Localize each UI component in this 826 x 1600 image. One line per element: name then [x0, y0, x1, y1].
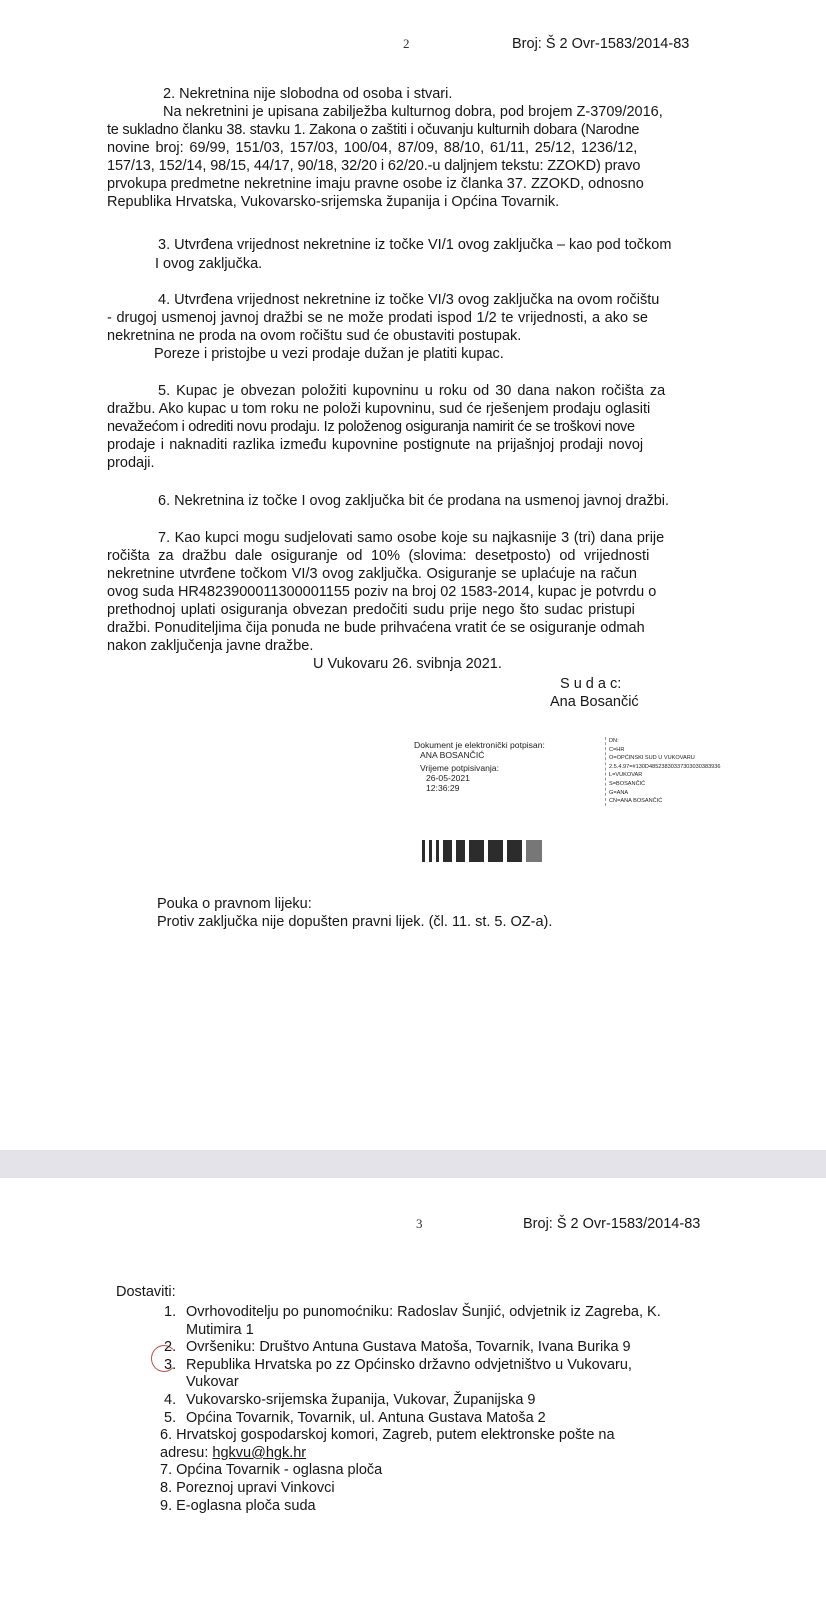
barcode-bar	[507, 840, 522, 862]
page-number: 2	[403, 36, 410, 51]
barcode-bar	[436, 840, 439, 862]
deliver-to-title: Dostaviti:	[116, 1284, 176, 1300]
barcode-bar	[422, 840, 425, 862]
barcode-bar	[456, 840, 465, 862]
item-number: 9.	[160, 1497, 173, 1514]
recipient-text: Hrvatskoj gospodarskoj komori, Zagreb, putem elektronske pošte na	[176, 1427, 615, 1444]
barcode-bar	[469, 840, 484, 862]
signature-details	[404, 740, 602, 793]
text-line: nekretnine utvrđene točkom VI/3 ovog zaključka. Osiguranje se uplaćuje na račun	[107, 566, 637, 582]
text-line: 4. Utvrđena vrijednost nekretnine iz točke VI/3 ovog zaključka na ovom ročištu	[158, 292, 660, 308]
recipient-item	[164, 1339, 724, 1357]
recipient-item	[164, 1304, 724, 1339]
electronic-signature	[404, 738, 721, 880]
item-number: 8.	[160, 1479, 173, 1496]
place-date: U Vukovaru 26. svibnja 2021.	[313, 656, 502, 672]
text-line: 157/13, 152/14, 98/15, 44/17, 90/18, 32/20 i 62/20.-u daljnjem tekstu: ZZOKD) pravo	[107, 158, 641, 174]
barcode-bar	[488, 840, 503, 862]
text-line: I ovog zaključka.	[155, 256, 263, 272]
text-line: prethodnoj uplati osiguranja obvezan predočiti sudu prije nego što sudac pristupi	[107, 602, 635, 618]
recipient-item	[160, 1462, 724, 1480]
text-line: prvokupa predmetne nekretnine imaju pravne osobe iz članka 37. ZZOKD, odnosno	[107, 176, 644, 192]
recipient-text: Ovršeniku: Društvo Antuna Gustava Matoša, Tovarnik, Ivana Burika 9	[186, 1339, 631, 1356]
recipient-item	[160, 1498, 724, 1516]
text-line: dražbi. Ponuditeljima čija ponuda ne bude prihvaćena vratit će se osiguranje odmah	[107, 620, 645, 636]
item-6: 6. Nekretnina iz točke I ovog zaključka bit će prodana na usmenoj javnoj dražbi.	[158, 493, 670, 509]
case-reference: Broj: Š 2 Ovr-1583/2014-83	[523, 1216, 701, 1232]
certificate-details	[605, 737, 729, 806]
recipient-text: Poreznoj upravi Vinkovci	[176, 1479, 335, 1496]
cert-line: G=ANA	[609, 789, 629, 796]
text-line: nekretnina ne proda na ovom ročištu sud će obustaviti postupak.	[107, 328, 522, 344]
recipient-text: adresu:	[160, 1444, 209, 1461]
recipient-text: Vukovarsko-srijemska županija, Vukovar, Županijska 9	[186, 1391, 536, 1408]
text-line: ovog suda HR4823900011300001155 poziv na broj 02 1583-2014, kupac je potvrdu o	[107, 584, 657, 600]
item-number: 3.	[164, 1356, 177, 1373]
text-line: prodaje i naknaditi razlika između kupovnine postignute na prijašnjoj prodaji novoj	[107, 437, 644, 453]
text-line: 3. Utvrđena vrijednost nekretnine iz točke VI/1 ovog zaključka – kao pod točkom	[158, 237, 672, 253]
cert-line: CN=ANA BOSANČIĆ	[609, 798, 663, 805]
cert-line: O=OPĆINSKI SUD U VUKOVARU	[609, 755, 695, 762]
cert-line: DN:	[609, 738, 619, 744]
recipients-list	[160, 1304, 724, 1515]
signature-barcode	[422, 840, 542, 862]
text-line: 7. Kao kupci mogu sudjelovati samo osobe koje su najkasnije 3 (tri) dana prije	[158, 530, 665, 546]
text-line: Republika Hrvatska, Vukovarsko-srijemska županija i Općina Tovarnik.	[107, 194, 560, 210]
barcode-bar	[429, 840, 432, 862]
text-line: Poreze i pristojbe u vezi prodaje dužan je platiti kupac.	[154, 346, 504, 362]
text-line: te sukladno članku 38. stavku 1. Zakona o zaštiti i očuvanju kulturnih dobara (Narodne	[107, 122, 640, 138]
page-number: 3	[416, 1216, 423, 1231]
signature-time: 12:36:29	[426, 783, 460, 793]
email-link[interactable]: hgkvu@hgk.hr	[212, 1444, 307, 1461]
recipient-text: Vukovar	[186, 1374, 239, 1391]
cert-line: 2.5.4.97=#130D48523830337303030383936	[609, 763, 721, 770]
text-line: prodaji.	[107, 455, 155, 471]
time-label: Vrijeme potpisivanja:	[420, 763, 499, 773]
recipient-text: Republika Hrvatska po zz Općinsko državno odvjetništvo u Vukovaru,	[186, 1356, 632, 1373]
item-number: 1.	[164, 1304, 177, 1320]
judge-title: S u d a c:	[560, 676, 622, 692]
recipient-text: E-oglasna ploča suda	[176, 1497, 316, 1514]
text-line: novine broj: 69/99, 151/03, 157/03, 100/04, 87/09, 88/10, 61/11, 25/12, 1236/12,	[107, 140, 638, 156]
text-line: Na nekretnini je upisana zabilježba kulturnog dobra, pod brojem Z-3709/2016,	[163, 104, 663, 120]
recipient-text: Općina Tovarnik - oglasna ploča	[176, 1462, 383, 1479]
legal-remedy-title: Pouka o pravnom lijeku:	[157, 896, 312, 912]
recipient-item	[160, 1480, 724, 1498]
recipient-item	[164, 1357, 724, 1392]
barcode-bar	[443, 840, 452, 862]
item-number: 4.	[164, 1391, 177, 1408]
item-number: 5.	[164, 1409, 177, 1426]
recipient-text: Ovrhovoditelju po punomoćniku: Radoslav Šunjić, odvjetnik iz Zagreba, K.	[186, 1304, 661, 1320]
text-line: ročišta za dražbu dale osiguranje od 10% (slovima: desetposto) od vrijednosti	[107, 548, 650, 564]
recipient-text: Općina Tovarnik, Tovarnik, ul. Antuna Gustava Matoša 2	[186, 1409, 546, 1426]
recipient-item	[164, 1392, 724, 1410]
cert-line: L=VUKOVAR	[609, 772, 643, 779]
cert-line: S=BOSANČIĆ	[609, 780, 646, 787]
item-number: 2.	[164, 1339, 177, 1356]
item-2-title: 2. Nekretnina nije slobodna od osoba i stvari.	[163, 86, 453, 102]
cert-line: C=HR	[609, 746, 625, 753]
judge-name: Ana Bosančić	[550, 694, 639, 710]
recipient-text: Mutimira 1	[186, 1321, 254, 1338]
signature-date: 26-05-2021	[426, 773, 470, 783]
recipient-item	[160, 1427, 724, 1462]
item-number: 6.	[160, 1427, 173, 1444]
barcode-bar	[526, 840, 542, 862]
text-line: nakon zaključenja javne dražbe.	[107, 638, 314, 654]
case-reference: Broj: Š 2 Ovr-1583/2014-83	[512, 36, 690, 52]
recipient-item	[164, 1410, 724, 1428]
text-line: dražbu. Ako kupac u tom roku ne položi kupovninu, sud će rješenjem prodaju oglasiti	[107, 401, 651, 417]
signer-name: ANA BOSANČIĆ	[420, 750, 485, 760]
item-number: 7.	[160, 1462, 173, 1479]
legal-remedy-text: Protiv zaključka nije dopušten pravni lijek. (čl. 11. st. 5. OZ-a).	[157, 914, 553, 930]
text-line: 5. Kupac je obvezan položiti kupovninu u roku od 30 dana nakon ročišta za	[158, 383, 666, 399]
signed-label: Dokument je elektronički potpisan:	[414, 740, 545, 750]
text-line: nevažećom i odrediti novu prodaju. Iz položenog osiguranja namirit će se troškovi nove	[107, 419, 635, 435]
page-separator	[0, 1150, 826, 1178]
text-line: - drugoj usmenoj javnoj dražbi se ne može prodati ispod 1/2 te vrijednosti, a ako se	[107, 310, 648, 326]
